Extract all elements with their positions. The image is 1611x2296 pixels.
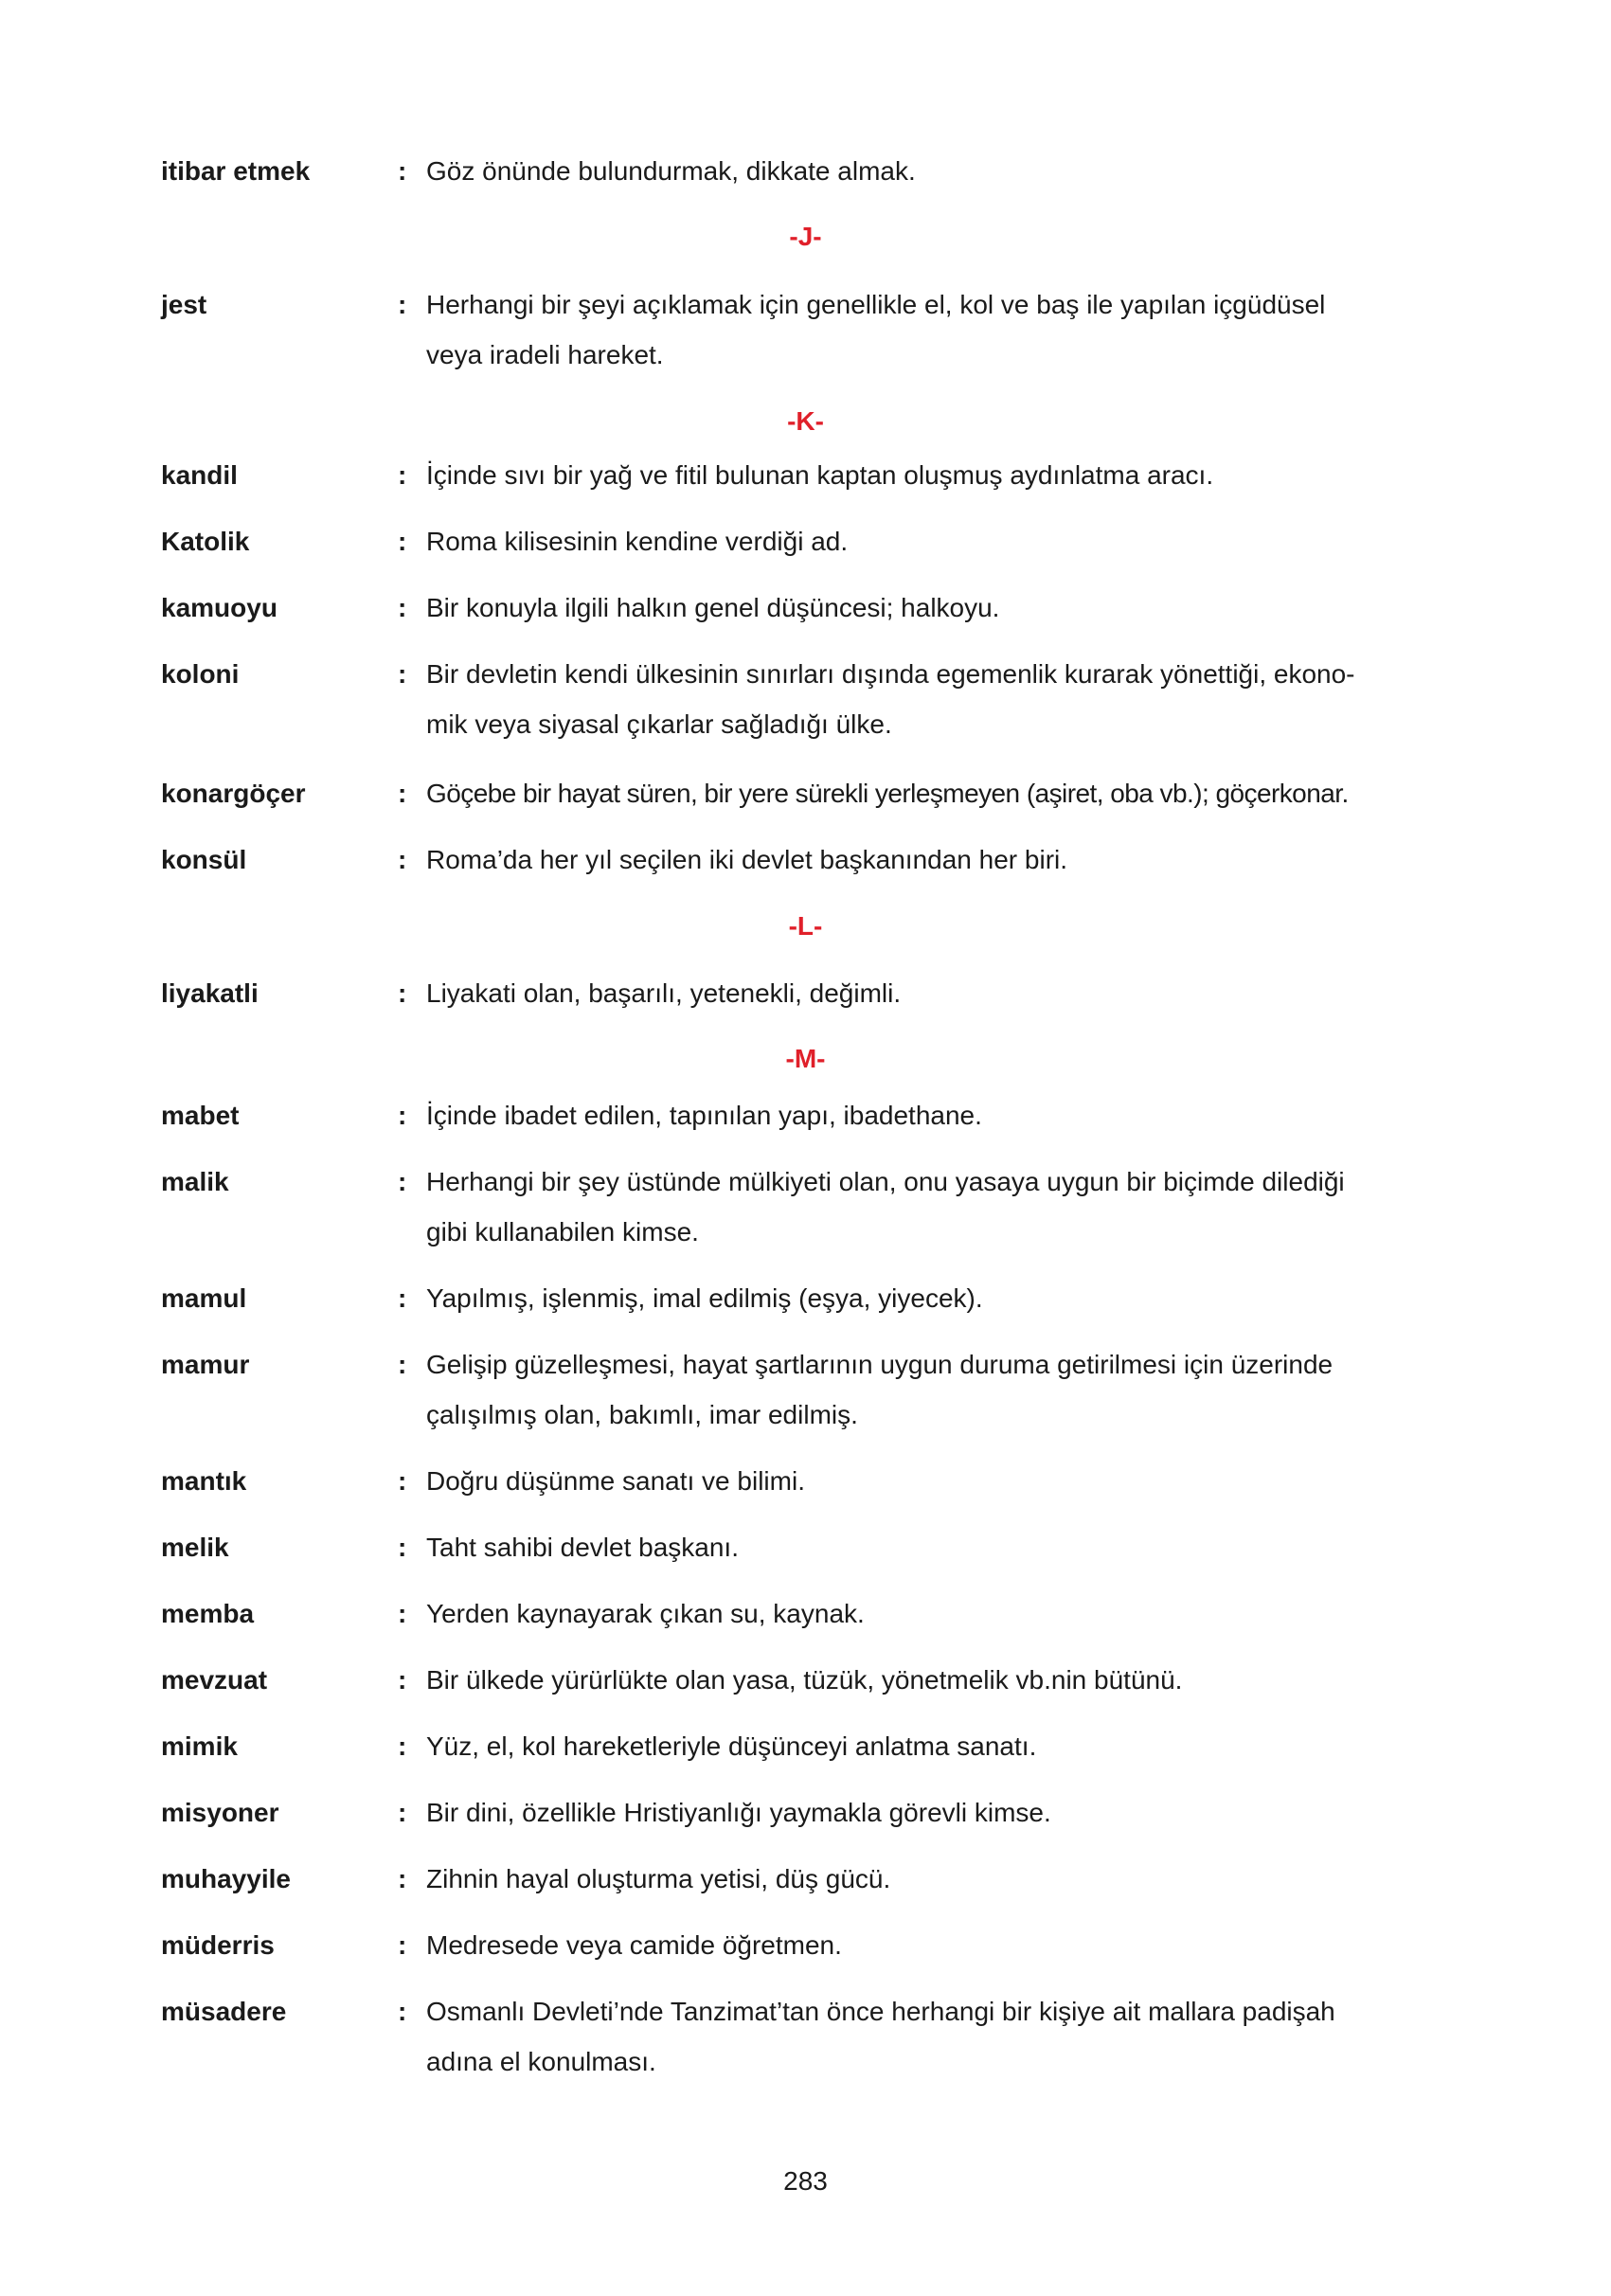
definition-line-1: Herhangi bir şey üstünde mülkiyeti olan, onu yasaya uygun bir biçimde dilediği (426, 1167, 1345, 1196)
entry-term: kandil (161, 460, 238, 490)
entry-definition: Bir ülkede yürürlükte olan yasa, tüzük, yönetmelik vb.nin bütünü. (426, 1665, 1183, 1695)
glossary-entry (161, 1860, 1421, 1898)
entry-definition (426, 1993, 1421, 2081)
glossary-entry (161, 655, 1421, 739)
entry-definition: Göz önünde bulundurmak, dikkate almak. (426, 156, 916, 186)
entry-term: konargöçer (161, 779, 306, 808)
glossary-entry (161, 286, 1421, 369)
entry-definition: Zihnin hayal oluşturma yetisi, düş gücü. (426, 1864, 891, 1893)
entry-separator: : (398, 978, 407, 1008)
entry-term: jest (161, 290, 207, 319)
glossary-entry (161, 1927, 1421, 1964)
page-number: 283 (783, 2166, 828, 2196)
entry-separator: : (398, 1864, 407, 1893)
glossary-entry (161, 152, 1421, 190)
entry-definition: İçinde sıvı bir yağ ve fitil bulunan kaptan oluşmuş aydınlatma aracı. (426, 460, 1214, 490)
entry-definition: Doğru düşünme sanatı ve bilimi. (426, 1466, 805, 1496)
section-heading-m: -M- (785, 1044, 826, 1073)
glossary-entry (161, 1794, 1421, 1832)
glossary-entry (161, 1529, 1421, 1567)
entry-definition: Yüz, el, kol hareketleriyle düşünceyi anlatma sanatı. (426, 1731, 1037, 1761)
definition-line-1: Bir devletin kendi ülkesinin sınırları dışında egemenlik kurarak yönettiği, ekono- (426, 659, 1355, 689)
glossary-entry (161, 1097, 1421, 1135)
entry-separator: : (398, 156, 407, 186)
glossary-entry (161, 1595, 1421, 1633)
entry-separator: : (398, 1101, 407, 1130)
entry-term: Katolik (161, 527, 250, 556)
entry-definition: Göçebe bir hayat süren, bir yere sürekli yerleşmeyen (aşiret, oba vb.); göçerkonar. (426, 779, 1349, 808)
entry-term: mamur (161, 1350, 250, 1379)
entry-term: mevzuat (161, 1665, 268, 1695)
entry-separator: : (398, 1466, 407, 1496)
entry-definition: Medresede veya camide öğretmen. (426, 1930, 842, 1960)
entry-term: muhayyile (161, 1864, 291, 1893)
entry-separator: : (398, 1599, 407, 1628)
entry-term: itibar etmek (161, 156, 311, 186)
entry-separator: : (398, 593, 407, 622)
definition-line-2: mik veya siyasal çıkarlar sağladığı ülke. (426, 709, 892, 739)
entry-separator: : (398, 290, 407, 319)
entry-term: memba (161, 1599, 255, 1628)
definition-line-1: Herhangi bir şeyi açıklamak için genellikle el, kol ve baş ile yapılan içgüdüsel (426, 290, 1326, 319)
glossary-entry (161, 1661, 1421, 1699)
entry-definition: Bir konuyla ilgili halkın genel düşüncesi; halkoyu. (426, 593, 1000, 622)
entry-term: mantık (161, 1466, 247, 1496)
glossary-entry (161, 1280, 1421, 1318)
glossary-entry (161, 457, 1421, 494)
entry-definition: Taht sahibi devlet başkanı. (426, 1533, 739, 1562)
entry-definition: Bir dini, özellikle Hristiyanlığı yaymakla görevli kimse. (426, 1798, 1051, 1827)
glossary-entry (161, 589, 1421, 627)
entry-term: mimik (161, 1731, 238, 1761)
entry-term: müsadere (161, 1997, 287, 2026)
entry-separator: : (398, 845, 407, 874)
glossary-entry (161, 1728, 1421, 1766)
entry-term: konsül (161, 845, 247, 874)
entry-definition: Liyakati olan, başarılı, yetenekli, değimli. (426, 978, 902, 1008)
entry-separator: : (398, 527, 407, 556)
entry-separator: : (398, 779, 407, 808)
glossary-entry (161, 975, 1421, 1013)
section-heading-k: -K- (787, 406, 824, 436)
entry-definition: Roma’da her yıl seçilen iki devlet başkanından her biri. (426, 845, 1068, 874)
entry-term: liyakatli (161, 978, 259, 1008)
glossary-entry (161, 1993, 1421, 2076)
entry-separator: : (398, 1283, 407, 1313)
definition-line-2: veya iradeli hareket. (426, 340, 664, 369)
entry-separator: : (398, 1930, 407, 1960)
entry-term: malik (161, 1167, 229, 1196)
entry-definition (426, 655, 1421, 744)
entry-term: mamul (161, 1283, 247, 1313)
definition-line-2: adına el konulması. (426, 2047, 656, 2076)
glossary-entry (161, 775, 1421, 813)
definition-line-1: Osmanlı Devleti’nde Tanzimat’tan önce herhangi bir kişiye ait mallara padişah (426, 1997, 1335, 2026)
entry-separator: : (398, 1665, 407, 1695)
entry-term: misyoner (161, 1798, 279, 1827)
entry-definition (426, 1163, 1421, 1251)
glossary-entry (161, 1346, 1421, 1429)
definition-line-1: Gelişip güzelleşmesi, hayat şartlarının uygun duruma getirilmesi için üzerinde (426, 1350, 1334, 1379)
definition-line-2: çalışılmış olan, bakımlı, imar edilmiş. (426, 1400, 858, 1429)
entry-definition: Yapılmış, işlenmiş, imal edilmiş (eşya, yiyecek). (426, 1283, 983, 1313)
definition-line-2: gibi kullanabilen kimse. (426, 1217, 699, 1247)
entry-separator: : (398, 1350, 407, 1379)
section-heading-j: -J- (789, 222, 822, 251)
entry-definition (426, 286, 1421, 374)
entry-separator: : (398, 1533, 407, 1562)
glossary-entry (161, 1163, 1421, 1247)
glossary-entry (161, 523, 1421, 561)
entry-term: mabet (161, 1101, 240, 1130)
entry-term: kamuoyu (161, 593, 277, 622)
entry-separator: : (398, 1731, 407, 1761)
entry-definition (426, 1346, 1421, 1434)
section-heading-l: -L- (788, 911, 823, 941)
entry-separator: : (398, 1167, 407, 1196)
entry-separator: : (398, 460, 407, 490)
entry-separator: : (398, 1798, 407, 1827)
entry-definition: Yerden kaynayarak çıkan su, kaynak. (426, 1599, 865, 1628)
glossary-entry (161, 1462, 1421, 1500)
entry-term: müderris (161, 1930, 275, 1960)
entry-definition: Roma kilisesinin kendine verdiği ad. (426, 527, 849, 556)
entry-separator: : (398, 659, 407, 689)
entry-term: koloni (161, 659, 240, 689)
entry-definition: İçinde ibadet edilen, tapınılan yapı, ibadethane. (426, 1101, 982, 1130)
entry-term: melik (161, 1533, 229, 1562)
glossary-entry (161, 841, 1421, 879)
entry-separator: : (398, 1997, 407, 2026)
